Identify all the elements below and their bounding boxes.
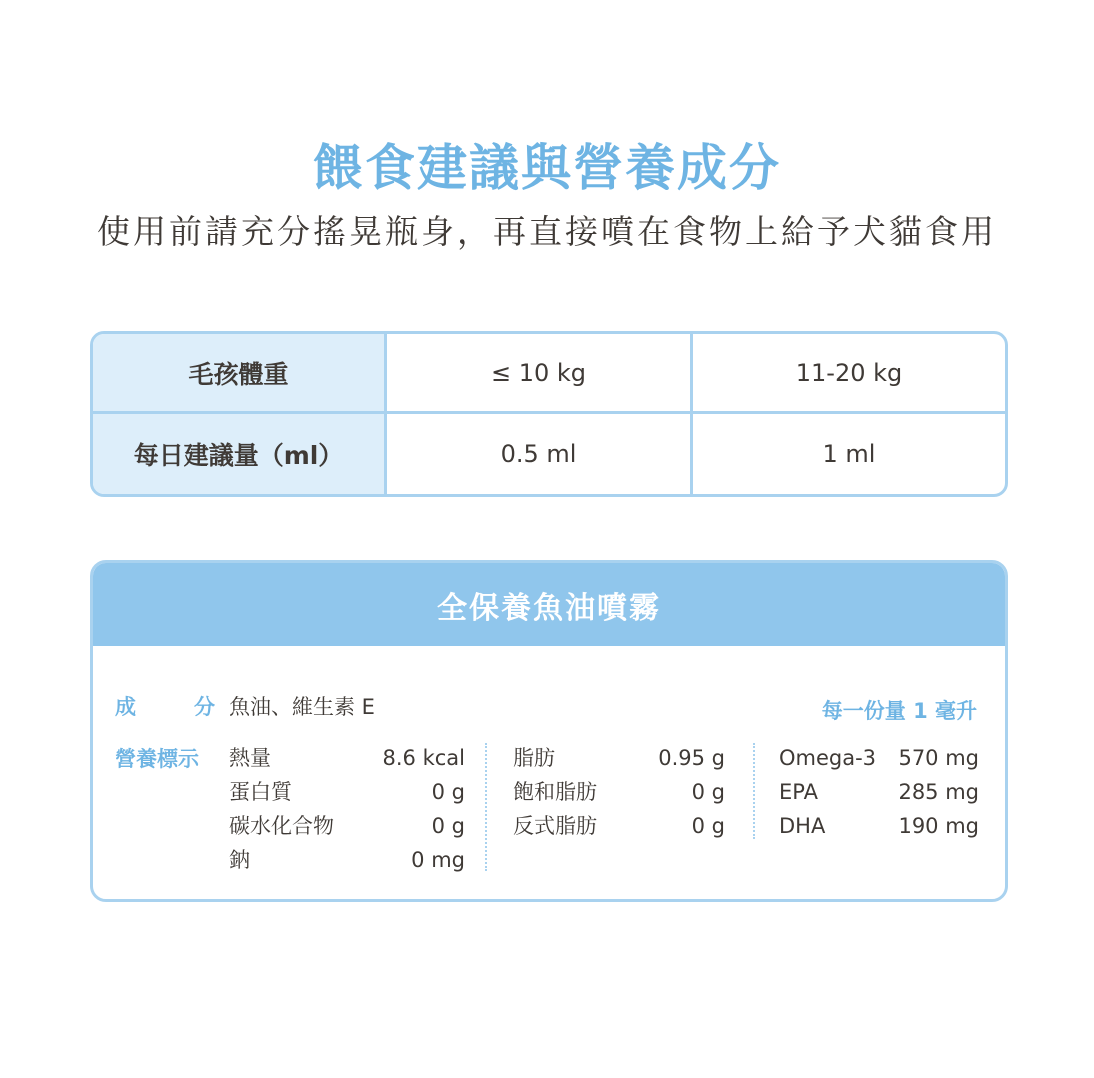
nutrient-value: 0 g xyxy=(691,780,725,804)
nutrient-value: 0.95 g xyxy=(658,746,725,770)
nutrition-column-fat xyxy=(513,741,725,843)
nutrition-row xyxy=(229,809,465,843)
nutrient-name: 脂肪 xyxy=(513,746,555,770)
nutrient-value: 0 g xyxy=(431,814,465,838)
ingredients-label xyxy=(115,691,215,721)
nutrition-row xyxy=(229,741,465,775)
nutrition-label: 營養標示 xyxy=(115,747,199,771)
nutrient-name: 反式脂肪 xyxy=(513,814,597,838)
nutrition-row xyxy=(513,809,725,843)
nutrient-name: 蛋白質 xyxy=(229,780,292,804)
nutrient-value: 285 mg xyxy=(898,780,979,804)
nutrient-name: 鈉 xyxy=(229,848,250,872)
nutrition-card xyxy=(90,560,1008,902)
nutrient-name: 飽和脂肪 xyxy=(513,780,597,804)
ingredients-label-a: 成 xyxy=(115,695,136,719)
weight-medium: 11-20 kg xyxy=(693,334,1005,414)
nutrition-row xyxy=(513,775,725,809)
dose-medium: 1 ml xyxy=(822,440,876,468)
nutrition-row xyxy=(779,775,979,809)
feeding-table xyxy=(90,331,1008,497)
ingredients-label-b: 分 xyxy=(194,695,215,719)
weight-small: ≤ 10 kg xyxy=(387,334,693,414)
weight-header: 毛孩體重 xyxy=(93,334,387,414)
nutrition-row xyxy=(779,741,979,775)
dose-header: 每日建議量（ml） xyxy=(93,414,387,494)
nutrition-row xyxy=(229,775,465,809)
nutrition-column-basic xyxy=(229,741,465,877)
serving-size: 每一份量 1 毫升 xyxy=(821,699,977,723)
nutrient-name: 碳水化合物 xyxy=(229,814,334,838)
ingredients-value: 魚油、維生素 E xyxy=(229,695,375,719)
nutrient-value: 8.6 kcal xyxy=(382,746,465,770)
product-name: 全保養魚油噴霧 xyxy=(93,563,1005,646)
nutrient-name: Omega-3 xyxy=(779,746,877,770)
nutrition-column-omega xyxy=(779,741,979,843)
dose-small: 0.5 ml xyxy=(387,414,693,494)
nutrition-row xyxy=(779,809,979,843)
nutrient-name: 熱量 xyxy=(229,746,271,770)
nutrition-row xyxy=(513,741,725,775)
page-title: 餵食建議與營養成分 xyxy=(313,139,781,197)
nutrient-value: 570 mg xyxy=(898,746,979,770)
nutrient-value: 190 mg xyxy=(898,814,979,838)
nutrient-value: 0 g xyxy=(431,780,465,804)
nutrient-name: EPA xyxy=(779,780,818,804)
nutrition-row xyxy=(229,843,465,877)
column-divider xyxy=(485,743,487,871)
page-subtitle: 使用前請充分搖晃瓶身，再直接噴在食物上給予犬貓食用 xyxy=(97,212,997,251)
nutrient-value: 0 mg xyxy=(411,848,465,872)
nutrient-value: 0 g xyxy=(691,814,725,838)
nutrient-name: DHA xyxy=(779,814,826,838)
column-divider xyxy=(753,743,755,839)
